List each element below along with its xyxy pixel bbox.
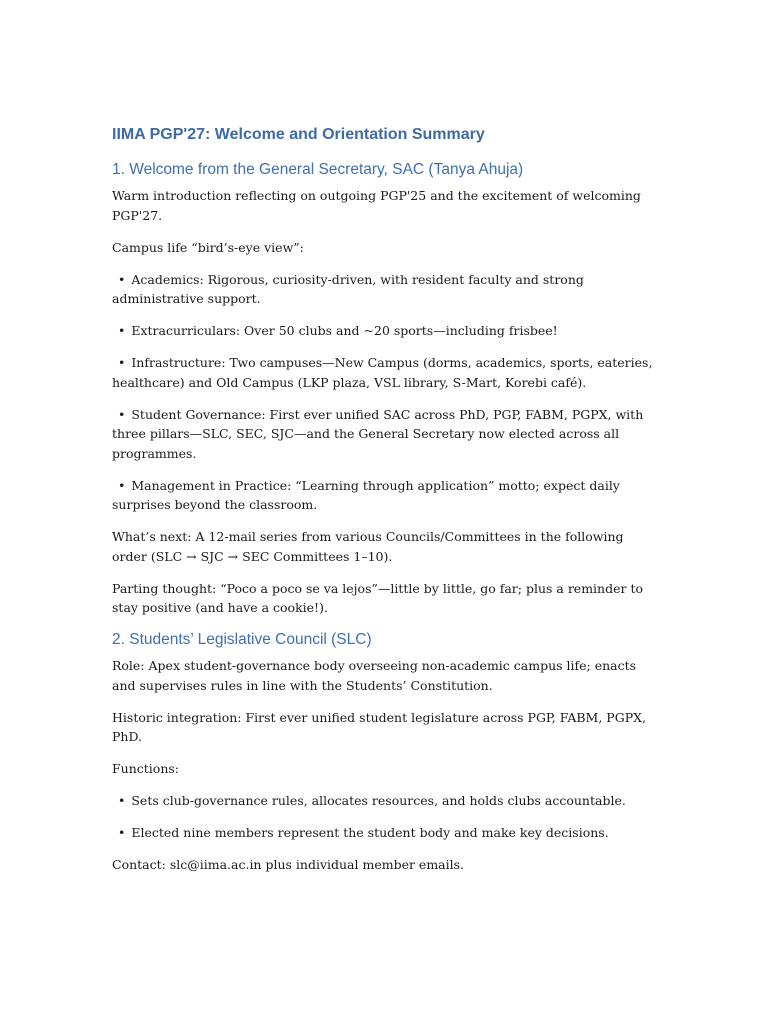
list-item-text: Extracurriculars: Over 50 clubs and ~20 sports—including frisbee! <box>131 323 558 338</box>
document-title: IIMA PGP'27: Welcome and Orientation Summary <box>112 126 485 143</box>
list-item <box>112 270 658 309</box>
welcome-intro: Warm introduction reflecting on outgoing PGP'25 and the excitement of welcoming PGP'27. <box>112 188 641 223</box>
list-item <box>112 476 658 515</box>
list-item-text: Student Governance: First ever unified SAC across PhD, PGP, FABM, PGPX, with three pillars—SLC, SEC, SJC—and the General Secretary now elected across all programmes. <box>112 406 644 461</box>
whats-next: What’s next: A 12-mail series from various Councils/Committees in the following order (SLC → SJC → SEC Committees 1–10). <box>112 529 624 564</box>
list-item <box>112 823 658 843</box>
parting-thought: Parting thought: “Poco a poco se va lejos”—little by little, go far; plus a reminder to stay positive (and have a cookie!). <box>112 580 643 615</box>
slc-functions-label: Functions: <box>112 761 179 776</box>
section-slc <box>112 630 658 875</box>
slc-contact: Contact: slc@iima.ac.in plus individual member emails. <box>112 857 465 872</box>
bullet-icon: • <box>118 271 126 287</box>
list-item-text: Elected nine members represent the student body and make key decisions. <box>131 825 609 840</box>
list-item <box>112 405 658 464</box>
bullet-icon: • <box>118 825 126 840</box>
list-item-text: Sets club-governance rules, allocates resources, and holds clubs accountable. <box>131 793 626 808</box>
list-item <box>112 321 658 341</box>
list-item-text: Infrastructure: Two campuses—New Campus (dorms, academics, sports, eateries, healthcare) and Old Campus (LKP plaza, VSL library, S-Mart, Korebi café). <box>112 355 653 390</box>
section-heading-welcome: 1. Welcome from the General Secretary, SAC (Tanya Ahuja) <box>112 161 524 178</box>
bullet-icon: • <box>118 406 126 422</box>
list-item <box>112 353 658 392</box>
slc-role: Role: Apex student-governance body overseeing non-academic campus life; enacts and supervises rules in line with the Students’ Constitution. <box>112 658 637 693</box>
bullet-icon: • <box>118 323 126 338</box>
bullet-icon: • <box>118 477 126 493</box>
section-heading-slc: 2. Students’ Legislative Council (SLC) <box>112 631 372 648</box>
bullet-icon: • <box>118 793 126 808</box>
bullet-icon: • <box>118 355 126 370</box>
campus-life-label: Campus life “bird’s-eye view”: <box>112 239 304 255</box>
list-item-text: Academics: Rigorous, curiosity-driven, with resident faculty and strong administrative support. <box>112 271 584 306</box>
section-welcome <box>112 160 658 618</box>
list-item-text: Management in Practice: “Learning through application” motto; expect daily surprises beyond the classroom. <box>112 477 620 512</box>
slc-historic: Historic integration: First ever unified student legislature across PGP, FABM, PGPX, PhD. <box>112 709 646 744</box>
list-item <box>112 791 658 811</box>
